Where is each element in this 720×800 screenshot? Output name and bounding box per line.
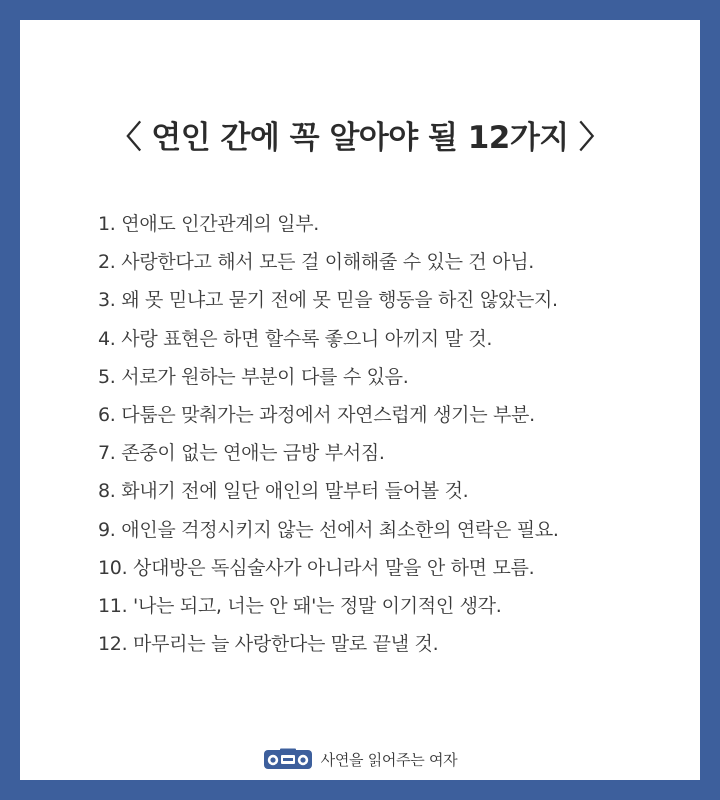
- footer-brand: [20, 746, 700, 772]
- content-card: [20, 20, 700, 780]
- list-item: 3. 왜 못 믿냐고 묻기 전에 못 믿을 행동을 하진 않았는지.: [98, 289, 558, 312]
- list-item: 8. 화내기 전에 일단 애인의 말부터 들어볼 것.: [98, 480, 469, 503]
- list-item: 6. 다툼은 맞춰가는 과정에서 자연스럽게 생기는 부분.: [98, 403, 535, 426]
- brand-name: 사연을 읽어주는 여자: [320, 750, 458, 769]
- list-item: 11. '나는 되고, 너는 안 돼'는 정말 이기적인 생각.: [98, 594, 502, 617]
- list-item: 2. 사랑한다고 해서 모든 걸 이해해줄 수 있는 건 아님.: [98, 251, 535, 274]
- radio-icon: [263, 748, 313, 770]
- list-item: 9. 애인을 걱정시키지 않는 선에서 최소한의 연락은 필요.: [98, 518, 559, 541]
- page-title: 〈 연인 간에 꼭 알아야 될 12가지 〉: [110, 120, 610, 156]
- list-item: 12. 마무리는 늘 사랑한다는 말로 끝낼 것.: [98, 633, 439, 656]
- list-item: 10. 상대방은 독심술사가 아니라서 말을 안 하면 모름.: [98, 556, 535, 579]
- list-item: 7. 존중이 없는 연애는 금방 부서짐.: [98, 442, 385, 465]
- tips-list: [98, 205, 559, 663]
- list-item: 5. 서로가 원하는 부분이 다를 수 있음.: [98, 365, 409, 388]
- list-item: 1. 연애도 인간관계의 일부.: [98, 213, 320, 235]
- list-item: 4. 사랑 표현은 하면 할수록 좋으니 아끼지 말 것.: [98, 327, 493, 350]
